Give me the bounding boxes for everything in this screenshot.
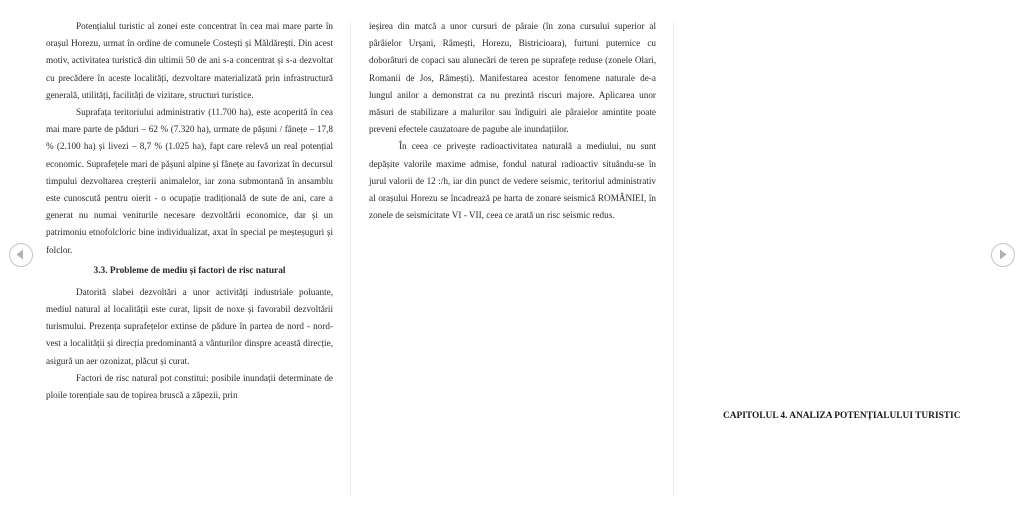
paragraph: În ceea ce privește radioactivitatea naturală a mediului, nu sunt depășite valorile maxime admise, fondul natural radioactiv situându-se în jurul valorii de 12 :/h, iar din punct de vedere seismic, teritoriul administrativ al orașului Horezu se încadrează pe harta de zonare seismică ROMÂNIEI, în zonele de seismicitate VI - VII, ceea ce arată un risc seismic redus.: [369, 141, 656, 221]
paragraph: Factori de risc natural pot constitui: posibile inundații determinate de ploile torențiale sau de topirea bruscă a zăpezii, prin: [46, 372, 333, 401]
paragraph: Potențialul turistic al zonei este concentrat în cea mai mare parte în orașul Horezu, urmat în ordine de comunele Costești și Măldărești. Din acest motiv, activitatea turistică din ultimii 50 de ani s-a concentrat și s-a dezvoltat cu precădere în aceste localități, dezvoltare materializată prin infrastructură generală, utilități, facilități de vizitare, structuri turistice.: [46, 21, 333, 100]
paragraph: ieșirea din matcă a unor cursuri de păraie (în zona cursului superior al pârâielor Urșani, Râmești, Horezu, Bistricioara), furtuni puternice cu doborâturi de copaci sau alunecări de teren pe suprafețe reduse (zonele Olari, Romanii de Jos, Râmești). Manifestarea acestor fenomene naturale de-a lungul anilor a demonstrat ca nu prezintă riscuri majore. Aplicarea unor măsuri de stabilizare a malurilor sau îndiguiri ale pâraielor amintite poate preveni efectele cauzatoare de pagube ale inundațiilor.: [369, 21, 656, 135]
page-right: [691, 18, 967, 496]
chevron-left-icon: [10, 244, 31, 265]
paragraph: Suprafața teritoriului administrativ (11.700 ha), este acoperită în cea mai mare parte de păduri – 62 % (7.320 ha), urmate de pășuni / fânețe – 17,8 % (2.100 ha) și livezi – 8,7 % (1.025 ha), fapt care relevă un real potențial economic. Suprafețele mari de pășuni alpine și fânețe au favorizat în decursul timpului dezvoltarea creșterii animalelor, iar zona submontană în ansamblu este cunoscută pentru oierit - o ocupație tradițională de sute de ani, care a generat nu numai veniturile necesare dezvoltării economice, dar și un patrimoniu etnofolcloric bine individualizat, axat în special pe meșteșuguri și folclor.: [46, 107, 333, 255]
previous-page-button[interactable]: [9, 243, 33, 267]
paragraph: Datorită slabei dezvoltări a unor activități industriale poluante, mediul natural al localității este curat, lipsit de noxe și favorabil dezvoltării turismului. Prezența suprafețelor extinse de pădure în partea de nord - nord-vest a localității și direcția predominantă a vânturilor dinspre această direcție, asigură un aer ozonizat, plăcut și curat.: [46, 286, 333, 366]
section-heading: 3.3. Probleme de mediu și factori de risc natural: [93, 265, 286, 276]
page-divider: [350, 22, 351, 497]
page-divider: [673, 22, 674, 497]
next-page-button[interactable]: [991, 243, 1015, 267]
chevron-right-icon: [992, 244, 1013, 265]
chapter-title: CAPITOLUL 4. ANALIZA POTENȚIALULUI TURISTIC: [723, 411, 961, 421]
page-left: [46, 18, 333, 496]
page-middle: [369, 18, 656, 496]
